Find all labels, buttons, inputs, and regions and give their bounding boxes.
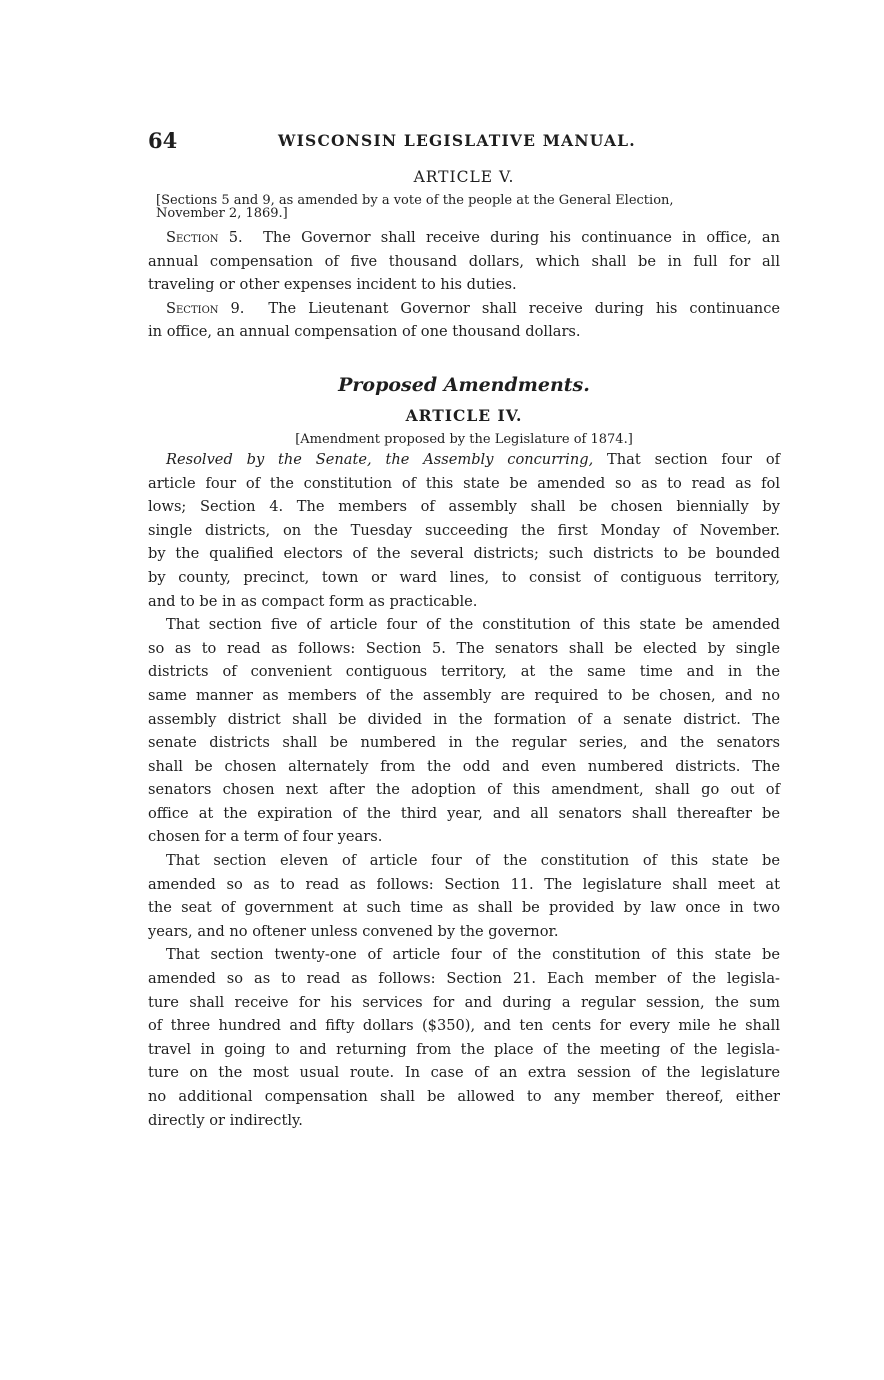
amendment-note: [Amendment proposed by the Legislature of 1874.] xyxy=(295,431,633,447)
amendment-paragraph-2 xyxy=(148,613,780,849)
article-iv-heading: ARTICLE IV. xyxy=(405,405,523,425)
paragraph-line: the seat of government at such time as shall be provided by law once in two xyxy=(148,899,780,917)
paragraph-line: shall be chosen alternately from the odd and even numbered districts. The xyxy=(148,757,780,775)
paragraph-line: single districts, on the Tuesday succeeding the first Monday of November. xyxy=(148,521,780,539)
paragraph-line: years, and no oftener unless convened by the governor. xyxy=(148,922,559,940)
article-v-note-line: November 2, 1869.] xyxy=(156,206,288,221)
paragraph-line: of three hundred and fifty dollars ($350), and ten cents for every mile he shall xyxy=(148,1017,780,1035)
paragraph-line: senators chosen next after the adoption of this amendment, shall go out of xyxy=(148,781,780,799)
amendment-paragraph-1 xyxy=(148,448,780,613)
document-page xyxy=(148,128,780,1132)
article-v-note xyxy=(156,194,780,220)
paragraph-line: article four of the constitution of this state be amended so as to read as fol xyxy=(148,474,780,492)
page-number: 64 xyxy=(148,128,178,153)
paragraph-line: amended so as to read as follows: Section 21. Each member of the legisla- xyxy=(148,970,780,988)
section-label: Section 5. xyxy=(166,229,243,246)
paragraph-line: amended so as to read as follows: Section 11. The legislature shall meet at xyxy=(148,875,780,893)
article-v-heading: ARTICLE V. xyxy=(413,168,515,186)
paragraph-line: no additional compensation shall be allowed to any member thereof, either xyxy=(148,1088,780,1105)
paragraph-line: same manner as members of the assembly are required to be chosen, and no xyxy=(148,686,780,704)
section-5-paragraph xyxy=(148,226,780,297)
paragraph-line: Section 5. The Governor shall receive during his continuance in office, an xyxy=(166,229,780,246)
paragraph-line: travel in going to and returning from the place of the meeting of the legisla- xyxy=(148,1040,780,1058)
paragraph-line: traveling or other expenses incident to his duties. xyxy=(148,276,517,294)
running-title: WISCONSIN LEGISLATIVE MANUAL. xyxy=(278,131,636,150)
paragraph-line: and to be in as compact form as practicable. xyxy=(148,592,478,610)
amendment-paragraph-3 xyxy=(148,849,780,943)
amendment-paragraph-4 xyxy=(148,943,780,1132)
paragraph-line: That section five of article four of the constitution of this state be amended xyxy=(166,616,780,634)
paragraph-line: so as to read as follows: Section 5. The senators shall be elected by single xyxy=(148,639,780,657)
paragraph-line: districts of convenient contiguous territory, at the same time and in the xyxy=(148,663,780,681)
paragraph-line: annual compensation of five thousand dollars, which shall be in full for all xyxy=(148,252,780,270)
paragraph-line: Resolved by the Senate, the Assembly concurring, That section four of xyxy=(166,450,781,468)
paragraph-line: office at the expiration of the third year, and all senators shall thereafter be xyxy=(148,804,780,822)
paragraph-line: senate districts shall be numbered in the regular series, and the senators xyxy=(148,734,780,752)
article-v-note-line: [Sections 5 and 9, as amended by a vote of the people at the General Election, xyxy=(156,193,674,208)
resolved-clause: Resolved by the Senate, the Assembly concurring, xyxy=(166,450,594,468)
paragraph-line: Section 9. The Lieutenant Governor shall receive during his continuance xyxy=(166,299,780,317)
section-9-paragraph xyxy=(148,297,780,344)
section-label: Section 9. xyxy=(166,299,245,317)
paragraph-line: That section eleven of article four of the constitution of this state be xyxy=(166,852,780,870)
proposed-amendments-title: Proposed Amendments. xyxy=(338,373,590,396)
paragraph-line: ture shall receive for his services for and during a regular session, the sum xyxy=(148,993,780,1011)
running-header xyxy=(148,128,780,158)
paragraph-line: by the qualified electors of the several districts; such districts to be bounded xyxy=(148,545,780,563)
paragraph-line: in office, an annual compensation of one thousand dollars. xyxy=(148,323,581,341)
paragraph-line: directly or indirectly. xyxy=(148,1111,303,1129)
paragraph-line: That section twenty-one of article four of the constitution of this state be xyxy=(166,946,780,964)
paragraph-line: ture on the most usual route. In case of an extra session of the legislature xyxy=(148,1064,780,1082)
paragraph-line: by county, precinct, town or ward lines, to consist of contiguous territory, xyxy=(148,568,780,586)
paragraph-line: chosen for a term of four years. xyxy=(148,828,383,846)
paragraph-line: lows; Section 4. The members of assembly shall be chosen biennially by xyxy=(148,498,780,516)
paragraph-line: assembly district shall be divided in the formation of a senate district. The xyxy=(148,710,780,728)
